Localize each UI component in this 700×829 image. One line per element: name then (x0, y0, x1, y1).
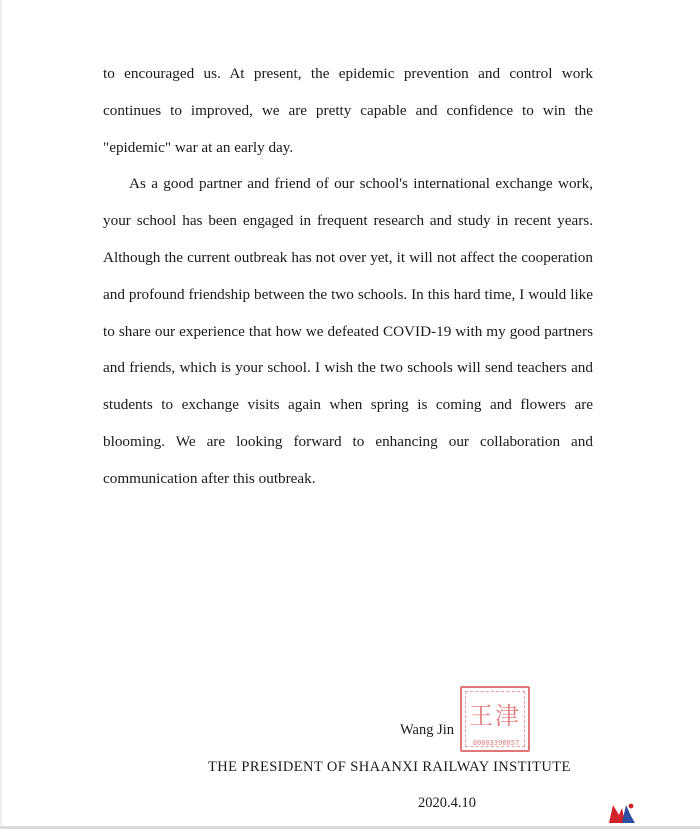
official-seal-stamp (460, 686, 530, 752)
letter-paragraph-1: to encouraged us. At present, the epidemic prevention and control work continues to improved, we are pretty capable and confidence to win the "epidemic" war at an early day. (103, 65, 593, 156)
letter-date: 2020.4.10 (418, 795, 476, 811)
letter-body (103, 56, 593, 498)
letter-paragraph-2: As a good partner and friend of our school's international exchange work, your school has been engaged in frequent research and study in recent years. Although the current outbreak has not over yet, it will not affect the cooperation and profound friendship between the two schools. In this hard time, I would like to share our experience that how we defeated COVID-19 with my good partners and friends, which is your school. I wish the two schools will send teachers and students to exchange visits again when spring is coming and flowers are blooming. We are looking forward to enhancing our collaboration and communication after this outbreak. (103, 175, 593, 487)
seal-characters: 王津 (469, 702, 521, 730)
seal-code: 00003398057 (472, 739, 520, 747)
publisher-logo-icon (608, 802, 636, 824)
page-edge (0, 0, 3, 829)
signer-title: THE PRESIDENT OF SHAANXI RAILWAY INSTITUTE (208, 759, 571, 775)
signer-name: Wang Jin (400, 722, 455, 738)
